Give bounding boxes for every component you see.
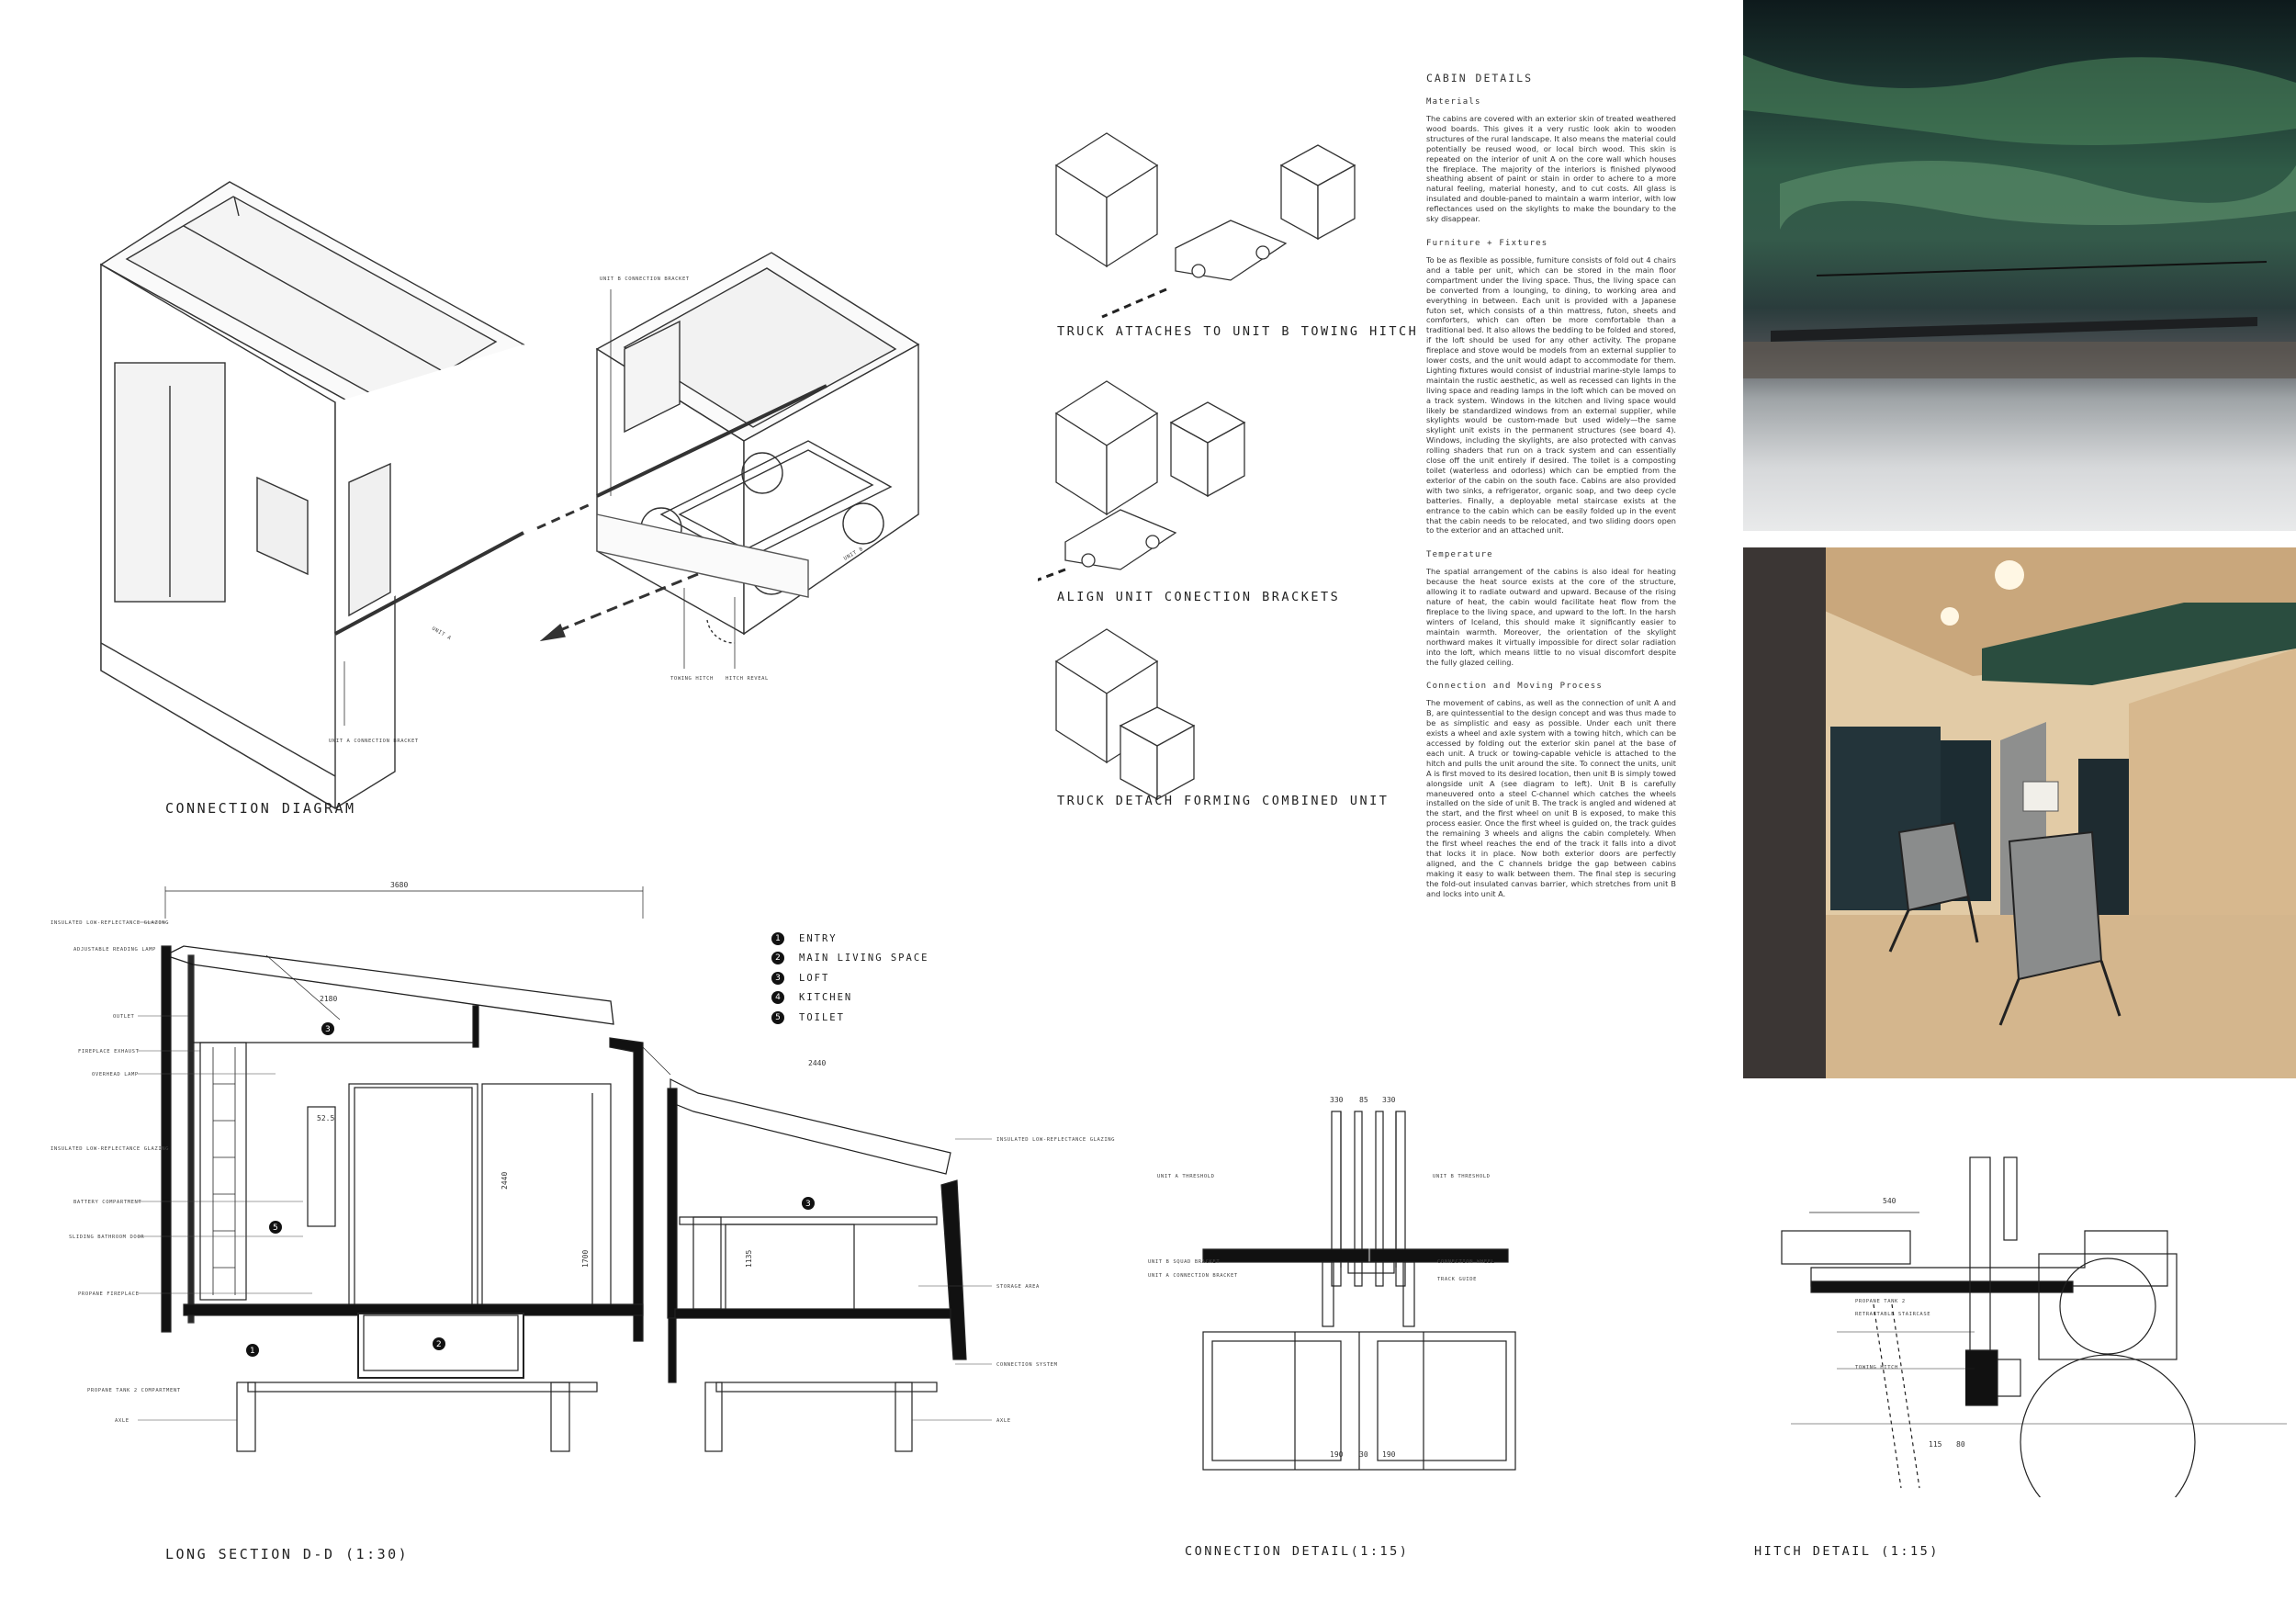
- room-legend: [771, 929, 929, 1028]
- dim-2180: 2180: [320, 995, 338, 1003]
- dim-30: 30: [1359, 1450, 1368, 1459]
- dim-2440: 2440: [501, 1171, 509, 1190]
- caption-connection-diagram: CONNECTION DIAGRAM: [165, 800, 356, 817]
- connection-heading: Connection and Moving Process: [1426, 682, 1603, 692]
- dim-3680: 3680: [390, 881, 409, 889]
- label-fireplace-exhaust: FIREPLACE EXHAUST: [78, 1049, 140, 1054]
- label-towing-hitch: TOWING HITCH: [670, 676, 714, 682]
- label-connection-system: CONNECTION SYSTEM: [996, 1362, 1058, 1368]
- label-propane-tank: PROPANE TANK 2 COMPARTMENT: [87, 1388, 181, 1393]
- label-unit-a: UNIT A: [431, 626, 453, 642]
- svg-text:3: 3: [325, 1025, 331, 1034]
- furniture-paragraph: To be as flexible as possible, furniture consists of fold out 4 chairs and a table per unit, which can be stored in the main floor compartment under the living space. Thus, the living space can be converted from a lounging, to dining, to working area and everything in between. Each unit is provided with a Japanese futon set, which consists of a thin mattress, futon, sheets and comforters, which can often be more comfortable than a traditional bed. It also allows the bedding to be folded and stored, if the loft should be used for any other activity. The propane fireplace and stove would be models from an external supplier to lower costs, and the unit would adapt to accommodate for them. Lighting fixtures would consist of industrial marine-style lamps to maintain the rustic aesthetic, as well as recessed can lights in the living space and reading lamps in the loft which can be moved on a track system. Windows in the kitchen and living space would likely be standardized windows from an external supplier, while skylights would be custom-made but used widely—the same skylight unit exists in the permanent structures (see board 4). Windows, including the skylights, are also protected with canvas rolling shaders that run on a track system and can essentially close off the unit entirely if desired. The toilet is a composting toilet (waterless and odorless) which can be emptied from the exterior of the cabin on the south face. Cabins are also provided with two sinks, a refrigerator, organic soap, and two deep cycle batteries. Finally, a deployable metal staircase exists at the entrance to the cabin which can be easily folded up in the event that the cabin needs to be relocated, and two sliding doors open to the exterior and an attached unit.: [1426, 254, 1676, 536]
- dim-115: 115: [1929, 1440, 1942, 1449]
- caption-step-2: ALIGN UNIT CONECTION BRACKETS: [1057, 590, 1341, 604]
- step-diagrams: [1038, 119, 1390, 818]
- svg-text:2: 2: [436, 1340, 442, 1349]
- legend-item: 3 LOFT: [771, 968, 929, 988]
- label-axle-a: AXLE: [115, 1418, 129, 1424]
- label-reading-lamp: ADJUSTABLE READING LAMP: [73, 947, 156, 953]
- dim-52-5: 52.5: [317, 1114, 335, 1122]
- interior-photo: [1743, 547, 2296, 1078]
- label-glazing-b: INSULATED LOW-REFLECTANCE GLAZING: [996, 1137, 1116, 1143]
- furniture-heading: Furniture + Fixtures: [1426, 238, 1548, 248]
- dim-85: 85: [1359, 1096, 1368, 1104]
- caption-connection-detail: CONNECTION DETAIL(1:15): [1185, 1544, 1410, 1559]
- label-propane-fireplace: PROPANE FIREPLACE: [78, 1291, 140, 1297]
- label-unit-b-threshold: UNIT B THRESHOLD: [1433, 1174, 1491, 1179]
- svg-text:5: 5: [273, 1224, 278, 1233]
- label-propane-tank-hitch: PROPANE TANK 2: [1855, 1299, 1906, 1304]
- dim-190-a: 190: [1330, 1450, 1344, 1459]
- temperature-heading: Temperature: [1426, 550, 1493, 560]
- connection-paragraph: The movement of cabins, as well as the connection of unit A and B, are quintessential to the design concept and was thus made to be as simplistic and easy as possible. Under each unit there exists a wheel and axle system with a towing hitch, which can be accessed by folding out the exterior skin panel at the base of each unit. A truck or towing-capable vehicle is attached to the hitch and pulls the unit around the site. To connect the units, unit A is first moved to its desired location, then unit B is simply towed alongside unit A (see diagram to left). Unit B is carefully maneuvered onto a steel C-channel which catches the wheels installed on the side of unit B. The track is angled and widened at the start, and the first wheel on unit B is exposed, to make this process easier. Once the first wheel is guided on, the track guides the remaining 3 wheels and aligns the cabin completely. When the first wheel reaches the end of the track it falls into a divot that locks it in place. Now both exterior doors are perfectly aligned, and the C channels bridge the gap between cabins making it easy to walk between them. The final step is securing the fold-out insulated canvas barrier, which stretches from unit B and locks into unit A.: [1426, 698, 1676, 898]
- materials-heading: Materials: [1426, 97, 1481, 107]
- dim-1700: 1700: [581, 1249, 590, 1268]
- label-bathroom-door: SLIDING BATHROOM DOOR: [69, 1235, 145, 1240]
- cabin-details-text: [1426, 72, 1676, 899]
- dim-190-b: 190: [1382, 1450, 1396, 1459]
- label-unit-a-bracket: UNIT A CONNECTION BRACKET: [1148, 1273, 1238, 1279]
- label-unit-a-threshold: UNIT A THRESHOLD: [1157, 1174, 1215, 1179]
- label-axle-b: AXLE: [996, 1418, 1011, 1424]
- long-section: [0, 863, 1130, 1488]
- label-bracket-a: UNIT A CONNECTION BRACKET: [329, 739, 419, 744]
- label-connection-wheel: CONNECTION WHEEL: [1437, 1259, 1495, 1265]
- label-bracket-b: UNIT B CONNECTION BRACKET: [600, 276, 690, 282]
- label-storage: STORAGE AREA: [996, 1284, 1040, 1290]
- hitch-detail: [1736, 1139, 2287, 1497]
- caption-step-3: TRUCK DETACH FORMING COMBINED UNIT: [1057, 794, 1390, 808]
- label-unit-b-bracket: UNIT B SQUAD BRACKET: [1148, 1259, 1221, 1265]
- label-glazing-a2: INSULATED LOW-REFLECTANCE GLAZING: [51, 1146, 170, 1152]
- label-battery: BATTERY COMPARTMENT: [73, 1200, 142, 1205]
- materials-paragraph: The cabins are covered with an exterior skin of treated weathered wood boards. This gives it a very rustic look akin to wooden structures of the rural landscape. It also means the material could potentially be reused wood, or local birch wood. This skin is repeated on the interior of unit A on the core wall which houses the fireplace. The majority of the interiors is finished plywood sheathing absent of paint or stain in order to achere to a more natural feeling, material honesty, and to cut costs. All glass is insulated and double-paned to maintain a warm interior, with low reflectances used on the skylights to make the boundary to the sky disappear.: [1426, 114, 1676, 224]
- label-unit-b: UNIT B: [843, 546, 865, 562]
- caption-step-1: TRUCK ATTACHES TO UNIT B TOWING HITCH: [1057, 324, 1419, 339]
- caption-long-section: LONG SECTION D-D (1:30): [165, 1546, 410, 1562]
- connection-detail: [1130, 1084, 1543, 1488]
- aurora-skylight-photo: [1743, 0, 2296, 531]
- svg-text:3: 3: [805, 1200, 811, 1209]
- label-retractable-staircase: RETRACTABLE STAIRCASE: [1855, 1312, 1931, 1317]
- cabin-details-title: CABIN DETAILS: [1426, 72, 1534, 85]
- dim-80: 80: [1956, 1440, 1965, 1449]
- legend-item: 2 MAIN LIVING SPACE: [771, 949, 929, 969]
- connection-diagram: [0, 0, 1056, 827]
- legend-item: 1 ENTRY: [771, 929, 929, 949]
- temperature-paragraph: The spatial arrangement of the cabins is also ideal for heating because the heat source exists at the core of the structure, allowing it to radiate outward and upward. Because of the rising nature of heat, the cabin would facilitate heat flow from the fireplace to the living space, and upward to the loft. In the harsh winters of Iceland, this should make it significantly easier to maintain warmth. Moreover, the orientation of the skylight northward makes it virtually impossible for direct solar radiation into the loft, which means little to no visual discomfort despite the fully glazed ceiling.: [1426, 567, 1676, 667]
- dim-540: 540: [1883, 1197, 1896, 1205]
- dim-2440-b: 2440: [808, 1059, 827, 1067]
- caption-hitch-detail: HITCH DETAIL (1:15): [1754, 1544, 1940, 1559]
- dim-330-b: 330: [1382, 1096, 1396, 1104]
- legend-item: 4 KITCHEN: [771, 988, 929, 1009]
- legend-item: 5 TOILET: [771, 1008, 929, 1028]
- label-track-guide: TRACK GUIDE: [1437, 1277, 1478, 1282]
- label-overhead-lamp: OVERHEAD LAMP: [92, 1072, 139, 1077]
- label-towing-hitch-detail: TOWING HITCH: [1855, 1365, 1898, 1370]
- dim-1135: 1135: [745, 1249, 753, 1268]
- svg-text:1: 1: [250, 1347, 255, 1356]
- label-hitch-reveal: HITCH REVEAL: [726, 676, 769, 682]
- label-outlet: OUTLET: [113, 1014, 135, 1020]
- label-glazing-a: INSULATED LOW-REFLECTANCE GLAZING: [51, 920, 170, 926]
- dim-330-a: 330: [1330, 1096, 1344, 1104]
